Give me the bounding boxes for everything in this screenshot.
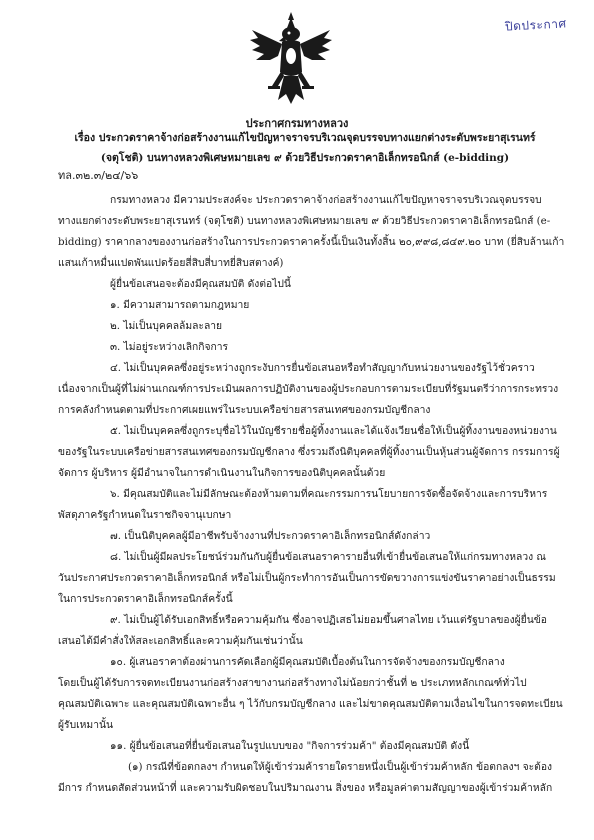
list-item: ๗. เป็นนิติบุคคลผู้มีอาชีพรับจ้างงานที่ประกวดราคาอิเล็กทรอนิกส์ดังกล่าว	[110, 530, 431, 542]
sub-list-item: มีการ กำหนดสัดส่วนหน้าที่ และความรับผิดชอบในปริมาณงาน สิ่งของ หรือมูลค่าตามสัญญาของผู้เข้าร่วมค้าหลัก	[58, 782, 553, 794]
sub-list-item: (๑) กรณีที่ข้อตกลงฯ กำหนดให้ผู้เข้าร่วมค้ารายใดรายหนึ่งเป็นผู้เข้าร่วมค้าหลัก ข้อตกลงฯ จะต้อง	[128, 761, 553, 773]
document-body	[58, 190, 565, 799]
list-item: ๓. ไม่อยู่ระหว่างเลิกกิจการ	[110, 341, 229, 353]
list-item-continuation: ในการประกวดราคาอิเล็กทรอนิกส์ครั้งนี้	[58, 593, 233, 605]
handwritten-note: ปิดประกาศ	[504, 16, 567, 34]
list-item: ๙. ไม่เป็นผู้ได้รับเอกสิทธิ์หรือความคุ้มกัน ซึ่งอาจปฏิเสธไม่ยอมขึ้นศาลไทย เว้นแต่รัฐบาลของผู้ยื่นข้อ	[110, 614, 547, 626]
list-item-continuation: ผู้รับเหมานั้น	[58, 719, 114, 731]
list-item: ๒. ไม่เป็นบุคคลล้มละลาย	[110, 320, 223, 332]
list-item: ๕. ไม่เป็นบุคคลซึ่งถูกระบุชื่อไว้ในบัญชีรายชื่อผู้ทิ้งงานและได้แจ้งเวียนชื่อให้เป็นผู้ทิ้งงานของหน่วยงาน	[110, 425, 557, 437]
intro-line: กรมทางหลวง มีความประสงค์จะ ประกวดราคาจ้างก่อสร้างงานแก้ไขปัญหาจราจรบริเวณจุดบรรจบ	[110, 194, 542, 206]
subject-line-1: เรื่อง ประกวดราคาจ้างก่อสร้างงานแก้ไขปัญหาจราจรบริเวณจุดบรรจบทางแยกต่างระดับพระยาสุเรนทร์	[74, 132, 536, 144]
list-item-continuation: เนื่องจากเป็นผู้ที่ไม่ผ่านเกณฑ์การประเมินผลการปฏิบัติงานของผู้ประกอบการตามระเบียบที่รัฐมนตรีว่าการกระทรวง	[58, 383, 559, 395]
qualification-list	[58, 295, 563, 757]
list-item-continuation: จัดการ ผู้บริหาร ผู้มีอำนาจในการดำเนินงานในกิจการของนิติบุคคลนั้นด้วย	[58, 467, 386, 479]
intro-line: แสนเก้าหมื่นแปดพันแปดร้อยสี่สิบสี่บาทยี่สิบสตางค์)	[58, 257, 284, 269]
list-item-continuation: วันประกาศประกวดราคาอิเล็กทรอนิกส์ หรือไม่เป็นผู้กระทำการอันเป็นการขัดขวางการแข่งขันราคาอย่างเป็นธรรม	[58, 572, 556, 584]
intro-paragraph	[58, 190, 565, 274]
list-item-continuation: การคลังกำหนดตามที่ประกาศเผยแพร่ในระบบเครือข่ายสารสนเทศของกรมบัญชีกลาง	[58, 404, 431, 416]
list-item: ๖. มีคุณสมบัติและไม่มีลักษณะต้องห้ามตามที่คณะกรรมการนโยบายการจัดซื้อจัดจ้างและการบริหาร	[110, 488, 548, 500]
qualification-heading: ผู้ยื่นข้อเสนอจะต้องมีคุณสมบัติ ดังต่อไปนี้	[110, 278, 291, 290]
intro-line: ทางแยกต่างระดับพระยาสุเรนทร์ (จตุโชติ) บนทางหลวงพิเศษหมายเลข ๙ ด้วยวิธีประกวดราคาอิเล็กทรอนิกส์ (e-	[58, 215, 551, 227]
list-item-continuation: ของรัฐในระบบเครือข่ายสารสนเทศของกรมบัญชีกลาง ซึ่งรวมถึงนิติบุคคลที่ผู้ทิ้งงานเป็นหุ้นส่วนผู้จัดการ กรรมการผู้	[58, 446, 560, 458]
list-item-continuation: คุณสมบัติเฉพาะ และคุณสมบัติเฉพาะอื่น ๆ ไว้กับกรมบัญชีกลาง และไม่ขาดคุณสมบัติตามเงื่อนไขในการจดทะเบียน	[58, 698, 563, 710]
garuda-emblem-icon	[248, 10, 334, 106]
subject-line	[60, 128, 550, 168]
intro-line: bidding) ราคากลางของงานก่อสร้างในการประกวดราคาครั้งนี้เป็นเงินทั้งสิ้น ๒๐,๙๙๘,๘๔๙.๒๐ บาท (ยี่สิบล้านเก้า	[58, 236, 565, 248]
list-item-continuation: เสนอได้มีคำสั่งให้สละเอกสิทธิ์และความคุ้มกันเช่นว่านั้น	[58, 635, 303, 647]
subject-line-2: (จตุโชติ) บนทางหลวงพิเศษหมายเลข ๙ ด้วยวิธีประกวดราคาอิเล็กทรอนิกส์ (e-bidding)	[100, 152, 510, 164]
list-item: ๑. มีความสามารถตามกฎหมาย	[110, 299, 250, 311]
list-item: ๑๑. ผู้ยื่นข้อเสนอที่ยื่นข้อเสนอในรูปแบบของ "กิจการร่วมค้า" ต้องมีคุณสมบัติ ดังนี้	[110, 740, 470, 752]
reference-number: ทล.๓๒.๓/๒๔/๖๖	[58, 169, 139, 182]
list-item: ๑๐. ผู้เสนอราคาต้องผ่านการคัดเลือกผู้มีคุณสมบัติเบื้องต้นในการจัดจ้างของกรมบัญชีกลาง	[110, 656, 505, 668]
joint-venture-sub-list	[58, 757, 558, 799]
agency-title: ประกาศกรมทางหลวง	[245, 117, 349, 130]
list-item-continuation: โดยเป็นผู้ได้รับการจดทะเบียนงานก่อสร้างสาขางานก่อสร้างทางไม่น้อยกว่าชั้นที่ ๒ ประเภทหลักเกณฑ์ทั่วไป	[58, 677, 527, 689]
list-item: ๔. ไม่เป็นบุคคลซึ่งอยู่ระหว่างถูกระงับการยื่นข้อเสนอหรือทำสัญญากับหน่วยงานของรัฐไว้ชั่วคราว	[110, 362, 535, 374]
list-item-continuation: พัสดุภาครัฐกำหนดในราชกิจจานุเบกษา	[58, 509, 232, 521]
list-item: ๘. ไม่เป็นผู้มีผลประโยชน์ร่วมกันกับผู้ยื่นข้อเสนอราคารายอื่นที่เข้ายื่นข้อเสนอให้แก่กรมทางหลวง ณ	[110, 551, 546, 563]
